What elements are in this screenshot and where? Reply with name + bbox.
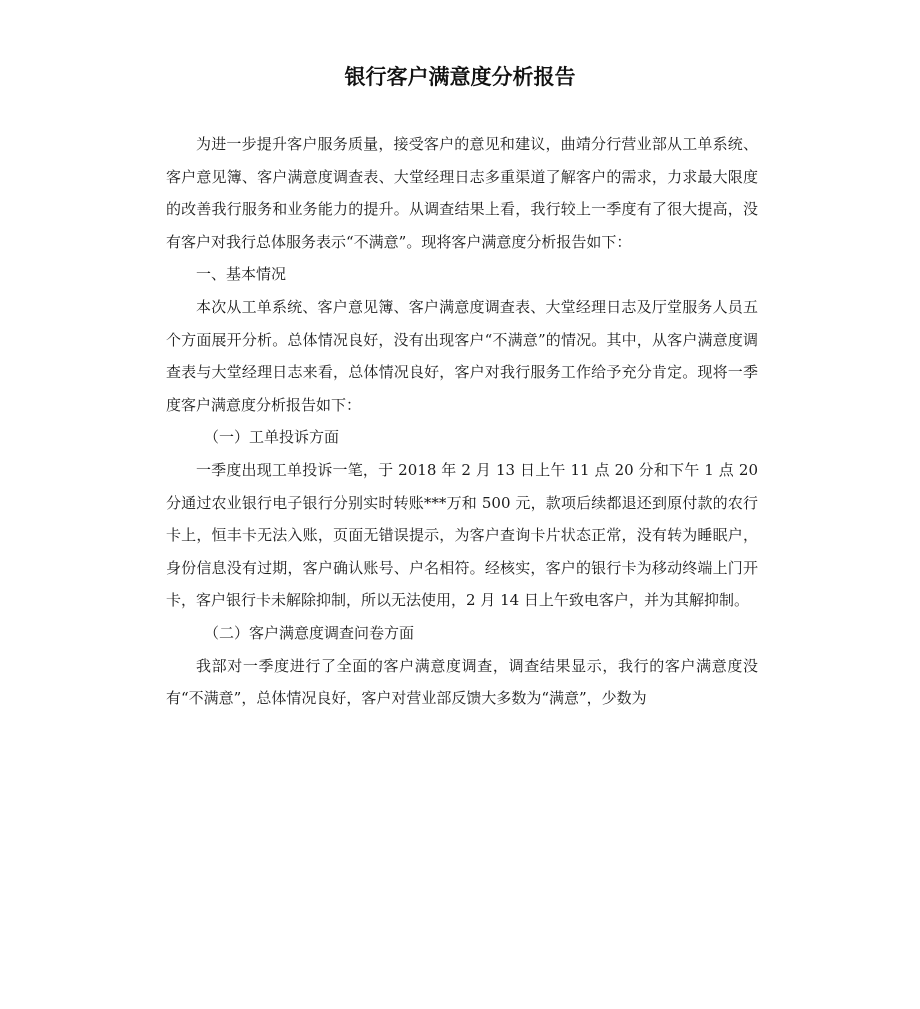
subsection-heading-complaints: （一）工单投诉方面 — [204, 428, 340, 447]
document-body — [166, 128, 758, 715]
complaints-paragraph: 一季度出现工单投诉一笔，于 2018 年 2 月 13 日上午 11 点 20 分和下午 1 点 20 分通过农业银行电子银行分别实时转账***万和 500 元，款项后续都退还到原付款的农行卡上，恒丰卡无法入账，页面无错误提示，为客户查询卡片状态正常，没有转为睡眠户，身份信息没有过期，客户确认账号、户名相符。经核实，客户的银行卡为移动终端上门开卡，客户银行卡未解除抑制，所以无法使用，2 月 14 日上午致电客户，并为其解抑制。 — [166, 460, 758, 610]
intro-paragraph: 为进一步提升客户服务质量，接受客户的意见和建议，曲靖分行营业部从工单系统、客户意见簿、客户满意度调查表、大堂经理日志多重渠道了解客户的需求，力求最大限度的改善我行服务和业务能力的提升。从调查结果上看，我行较上一季度有了很大提高，没有客户对我行总体服务表示“不满意”。现将客户满意度分析报告如下： — [166, 135, 758, 251]
document-title: 银行客户满意度分析报告 — [344, 65, 576, 89]
section-heading-basic-situation: 一、基本情况 — [196, 265, 287, 284]
survey-paragraph: 我部对一季度进行了全面的客户满意度调查，调查结果显示，我行的客户满意度没有“不满意”，总体情况良好，客户对营业部反馈大多数为“满意”，少数为 — [166, 656, 758, 708]
subsection-heading-survey: （二）客户满意度调查问卷方面 — [204, 623, 415, 642]
basic-situation-paragraph: 本次从工单系统、客户意见簿、客户满意度调查表、大堂经理日志及厅堂服务人员五个方面展开分析。总体情况良好，没有出现客户“不满意”的情况。其中，从客户满意度调查表与大堂经理日志来看，总体情况良好，客户对我行服务工作给予充分肯定。现将一季度客户满意度分析报告如下： — [166, 297, 758, 414]
